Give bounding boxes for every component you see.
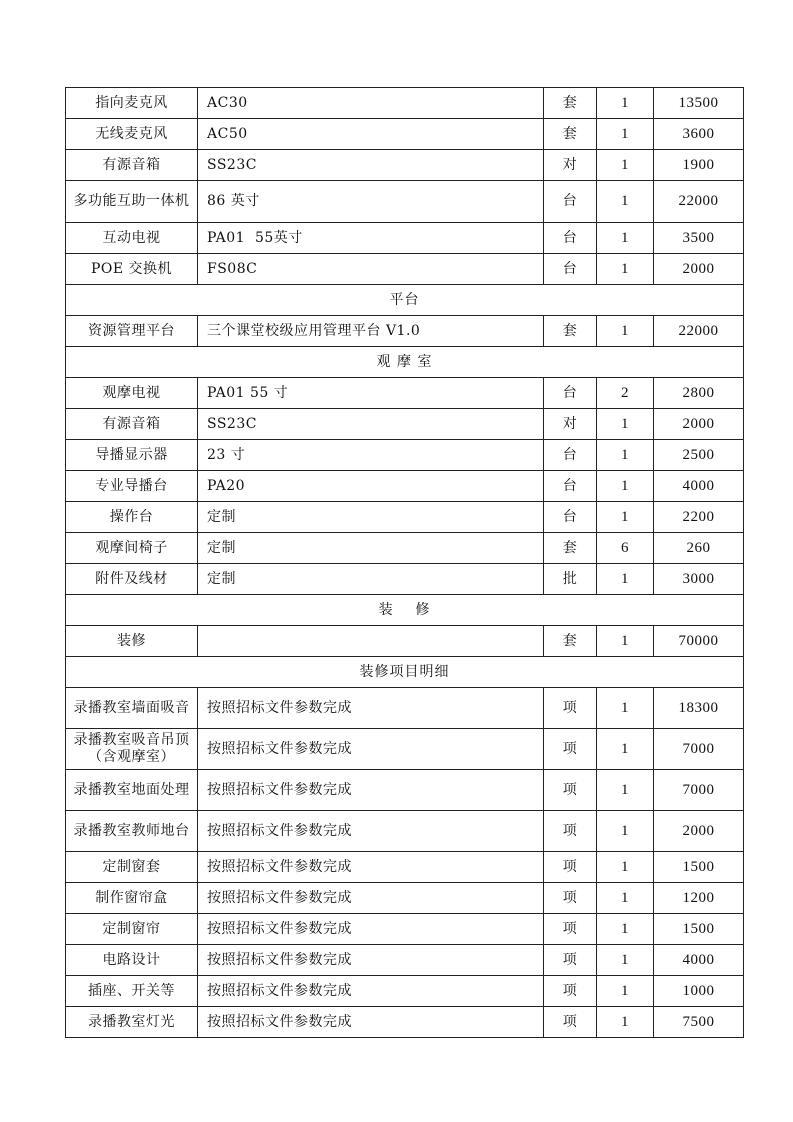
price-cell: 4000	[654, 945, 744, 976]
section-header-row	[66, 285, 744, 316]
quantity-cell: 1	[597, 811, 654, 852]
unit-cell: 项	[544, 770, 597, 811]
model-cell: PA01 55英寸	[198, 223, 544, 254]
section-header-row	[66, 595, 744, 626]
section-title: 平台	[66, 285, 744, 316]
item-name-cell: 录播教室地面处理	[66, 770, 198, 811]
table-body	[66, 88, 744, 1038]
quantity-cell: 1	[597, 409, 654, 440]
quantity-cell: 1	[597, 688, 654, 729]
table-row	[66, 688, 744, 729]
price-cell: 70000	[654, 626, 744, 657]
quantity-cell: 2	[597, 378, 654, 409]
price-cell: 22000	[654, 316, 744, 347]
table-row	[66, 533, 744, 564]
model-cell: 定制	[198, 564, 544, 595]
price-cell: 7500	[654, 1007, 744, 1038]
unit-cell: 台	[544, 181, 597, 223]
unit-cell: 对	[544, 150, 597, 181]
table-row	[66, 770, 744, 811]
model-cell	[198, 626, 544, 657]
unit-cell: 项	[544, 945, 597, 976]
price-cell: 1900	[654, 150, 744, 181]
item-name-cell: POE 交换机	[66, 254, 198, 285]
table-row	[66, 852, 744, 883]
table-row	[66, 502, 744, 533]
item-name-cell: 无线麦克风	[66, 119, 198, 150]
unit-cell: 项	[544, 976, 597, 1007]
model-cell: PA20	[198, 471, 544, 502]
unit-cell: 套	[544, 88, 597, 119]
price-cell: 1500	[654, 852, 744, 883]
price-cell: 3500	[654, 223, 744, 254]
item-name-cell: 录播教室吸音吊顶（含观摩室）	[66, 729, 198, 770]
model-cell: FS08C	[198, 254, 544, 285]
table-row	[66, 181, 744, 223]
unit-cell: 对	[544, 409, 597, 440]
item-name-cell: 有源音箱	[66, 150, 198, 181]
quantity-cell: 1	[597, 914, 654, 945]
table-row	[66, 150, 744, 181]
unit-cell: 台	[544, 378, 597, 409]
table-row	[66, 1007, 744, 1038]
price-cell: 2800	[654, 378, 744, 409]
unit-cell: 套	[544, 533, 597, 564]
price-cell: 7000	[654, 770, 744, 811]
item-name-cell: 专业导播台	[66, 471, 198, 502]
item-name-cell: 指向麦克风	[66, 88, 198, 119]
quantity-cell: 1	[597, 471, 654, 502]
unit-cell: 项	[544, 729, 597, 770]
section-header-row	[66, 347, 744, 378]
model-cell: 23 寸	[198, 440, 544, 471]
model-cell: SS23C	[198, 150, 544, 181]
unit-cell: 套	[544, 316, 597, 347]
quantity-cell: 1	[597, 852, 654, 883]
model-cell: 86 英寸	[198, 181, 544, 223]
price-cell: 4000	[654, 471, 744, 502]
item-name-cell: 附件及线材	[66, 564, 198, 595]
item-name-cell: 导播显示器	[66, 440, 198, 471]
price-cell: 3600	[654, 119, 744, 150]
table-row	[66, 883, 744, 914]
price-cell: 7000	[654, 729, 744, 770]
item-name-cell: 操作台	[66, 502, 198, 533]
quantity-cell: 1	[597, 254, 654, 285]
item-name-cell: 装修	[66, 626, 198, 657]
model-cell: 按照招标文件参数完成	[198, 914, 544, 945]
item-name-cell: 观摩间椅子	[66, 533, 198, 564]
table-row	[66, 914, 744, 945]
table-row	[66, 976, 744, 1007]
model-cell: 按照招标文件参数完成	[198, 852, 544, 883]
quantity-cell: 1	[597, 945, 654, 976]
quantity-cell: 1	[597, 1007, 654, 1038]
price-cell: 3000	[654, 564, 744, 595]
model-cell: AC50	[198, 119, 544, 150]
quantity-cell: 1	[597, 223, 654, 254]
unit-cell: 项	[544, 883, 597, 914]
section-header-row	[66, 657, 744, 688]
quantity-cell: 1	[597, 88, 654, 119]
quantity-cell: 1	[597, 626, 654, 657]
unit-cell: 台	[544, 502, 597, 533]
unit-cell: 批	[544, 564, 597, 595]
quantity-cell: 1	[597, 150, 654, 181]
table-row	[66, 316, 744, 347]
quantity-cell: 1	[597, 976, 654, 1007]
table-row	[66, 471, 744, 502]
model-cell: 按照招标文件参数完成	[198, 811, 544, 852]
unit-cell: 项	[544, 811, 597, 852]
price-cell: 22000	[654, 181, 744, 223]
item-name-cell: 定制窗帘	[66, 914, 198, 945]
quantity-cell: 1	[597, 119, 654, 150]
unit-cell: 台	[544, 223, 597, 254]
table-row	[66, 88, 744, 119]
price-cell: 2000	[654, 811, 744, 852]
price-cell: 1500	[654, 914, 744, 945]
item-name-cell: 资源管理平台	[66, 316, 198, 347]
table-row	[66, 254, 744, 285]
item-name-cell: 插座、开关等	[66, 976, 198, 1007]
section-title: 装修项目明细	[66, 657, 744, 688]
table-row	[66, 378, 744, 409]
item-name-cell: 有源音箱	[66, 409, 198, 440]
price-cell: 2200	[654, 502, 744, 533]
price-cell: 13500	[654, 88, 744, 119]
table-row	[66, 119, 744, 150]
section-title: 观 摩 室	[66, 347, 744, 378]
unit-cell: 台	[544, 254, 597, 285]
unit-cell: 项	[544, 914, 597, 945]
table-row	[66, 729, 744, 770]
model-cell: 按照招标文件参数完成	[198, 729, 544, 770]
model-cell: SS23C	[198, 409, 544, 440]
price-cell: 260	[654, 533, 744, 564]
item-name-cell: 互动电视	[66, 223, 198, 254]
unit-cell: 项	[544, 852, 597, 883]
item-name-cell: 多功能互助一体机	[66, 181, 198, 223]
unit-cell: 台	[544, 471, 597, 502]
model-cell: 按照招标文件参数完成	[198, 770, 544, 811]
model-cell: 定制	[198, 502, 544, 533]
model-cell: 按照招标文件参数完成	[198, 688, 544, 729]
quantity-cell: 1	[597, 440, 654, 471]
quantity-cell: 1	[597, 770, 654, 811]
model-cell: 按照招标文件参数完成	[198, 1007, 544, 1038]
item-name-cell: 录播教室教师地台	[66, 811, 198, 852]
unit-cell: 套	[544, 119, 597, 150]
item-name-cell: 观摩电视	[66, 378, 198, 409]
price-cell: 2000	[654, 254, 744, 285]
table-row	[66, 626, 744, 657]
item-name-cell: 录播教室灯光	[66, 1007, 198, 1038]
price-cell: 2000	[654, 409, 744, 440]
price-cell: 1200	[654, 883, 744, 914]
quantity-cell: 1	[597, 181, 654, 223]
model-cell: PA01 55 寸	[198, 378, 544, 409]
table-row	[66, 440, 744, 471]
model-cell: AC30	[198, 88, 544, 119]
price-cell: 18300	[654, 688, 744, 729]
model-cell: 三个课堂校级应用管理平台 V1.0	[198, 316, 544, 347]
quantity-cell: 1	[597, 564, 654, 595]
table-row	[66, 811, 744, 852]
item-name-cell: 电路设计	[66, 945, 198, 976]
model-cell: 按照招标文件参数完成	[198, 883, 544, 914]
item-name-cell: 录播教室墙面吸音	[66, 688, 198, 729]
table-row	[66, 223, 744, 254]
quantity-cell: 1	[597, 883, 654, 914]
quantity-cell: 6	[597, 533, 654, 564]
quantity-cell: 1	[597, 316, 654, 347]
quantity-cell: 1	[597, 502, 654, 533]
item-name-cell: 制作窗帘盒	[66, 883, 198, 914]
unit-cell: 项	[544, 1007, 597, 1038]
item-name-cell: 定制窗套	[66, 852, 198, 883]
price-cell: 2500	[654, 440, 744, 471]
table-row	[66, 409, 744, 440]
section-title: 装 修	[66, 595, 744, 626]
quantity-cell: 1	[597, 729, 654, 770]
model-cell: 按照招标文件参数完成	[198, 976, 544, 1007]
unit-cell: 项	[544, 688, 597, 729]
table-row	[66, 945, 744, 976]
equipment-price-table	[65, 87, 744, 1038]
table-row	[66, 564, 744, 595]
model-cell: 定制	[198, 533, 544, 564]
model-cell: 按照招标文件参数完成	[198, 945, 544, 976]
unit-cell: 台	[544, 440, 597, 471]
unit-cell: 套	[544, 626, 597, 657]
price-cell: 1000	[654, 976, 744, 1007]
